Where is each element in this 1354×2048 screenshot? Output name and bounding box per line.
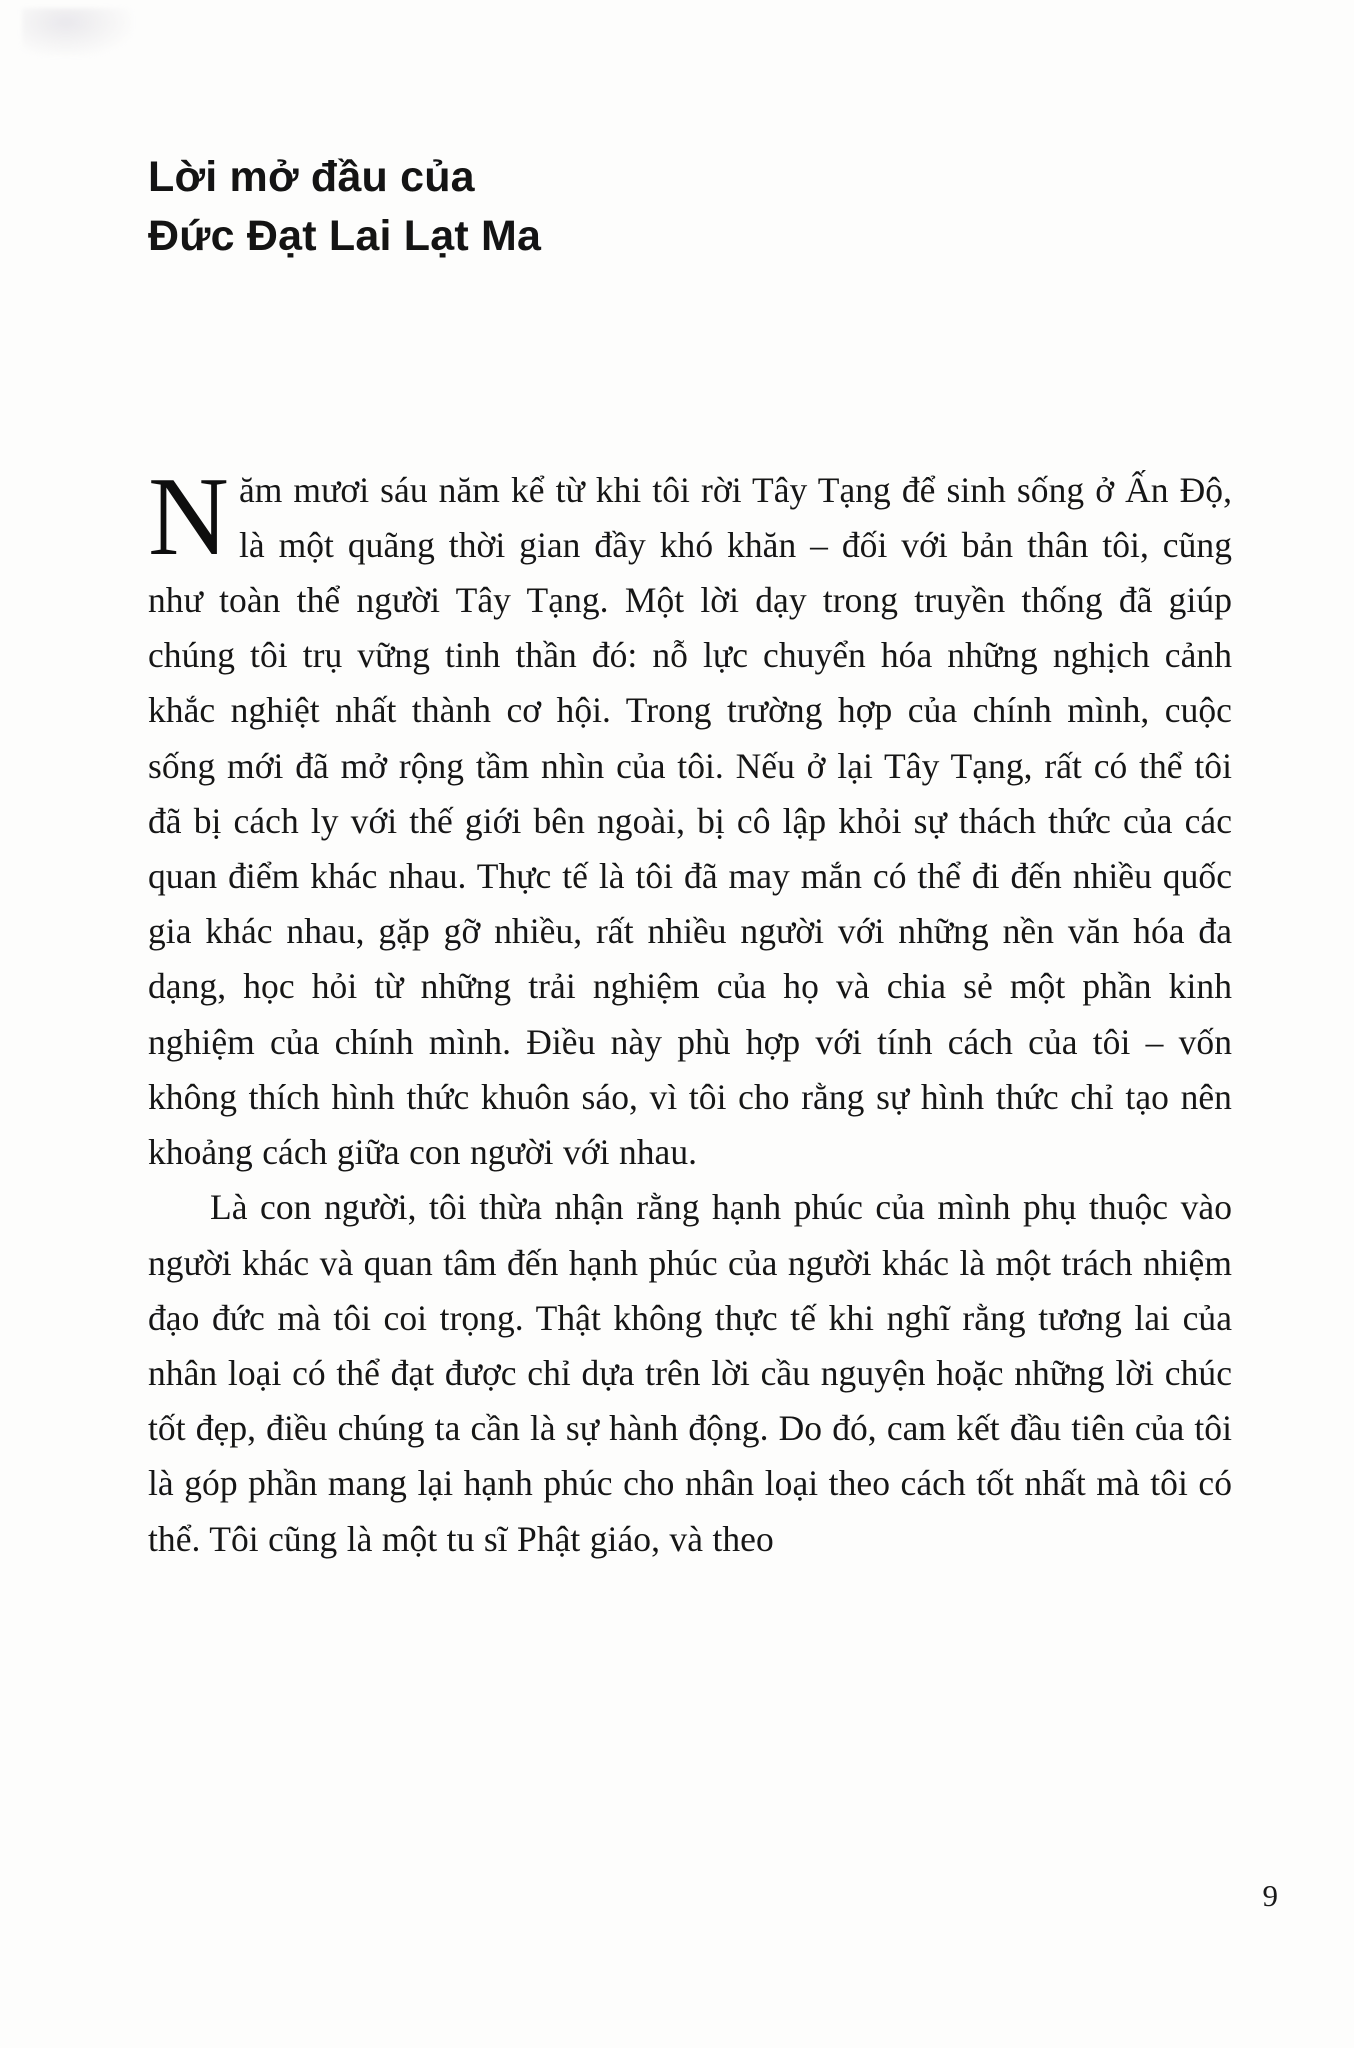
page-title — [148, 0, 1232, 267]
paragraph: Là con người, tôi thừa nhận rằng hạnh phúc của mình phụ thuộc vào người khác và quan tâm đến hạnh phúc của người khác là một trách nhiệm đạo đức mà tôi coi trọng. Thật không thực tế khi nghĩ rằng tương lai của nhân loại có thể đạt được chỉ dựa trên lời cầu nguyện hoặc những lời chúc tốt đẹp, điều chúng ta cần là sự hành động. Do đó, cam kết đầu tiên của tôi là góp phần mang lại hạnh phúc cho nhân loại theo cách tốt nhất mà tôi có thể. Tôi cũng là một tu sĩ Phật giáo, và theo — [148, 1187, 1232, 1559]
paragraph: Năm mươi sáu năm kể từ khi tôi rời Tây Tạng để sinh sống ở Ấn Độ, là một quãng thời gian đầy khó khăn – đối với bản thân tôi, cũng như toàn thể người Tây Tạng. Một lời dạy trong truyền thống đã giúp chúng tôi trụ vững tinh thần đó: nỗ lực chuyển hóa những nghịch cảnh khắc nghiệt nhất thành cơ hội. Trong trường hợp của chính mình, cuộc sống mới đã mở rộng tầm nhìn của tôi. Nếu ở lại Tây Tạng, rất có thể tôi đã bị cách ly với thế giới bên ngoài, bị cô lập khỏi sự thách thức của các quan điểm khác nhau. Thực tế là tôi đã may mắn có thể đi đến nhiều quốc gia khác nhau, gặp gỡ nhiều, rất nhiều người với những nền văn hóa đa dạng, học hỏi từ những trải nghiệm của họ và chia sẻ một phần kinh nghiệm của chính mình. Điều này phù hợp với tính cách của tôi – vốn không thích hình thức khuôn sáo, vì tôi cho rằng sự hình thức chỉ tạo nên khoảng cách giữa con người với nhau. — [148, 454, 1232, 1173]
body-text — [148, 267, 1232, 1567]
page-number: 9 — [1262, 1878, 1278, 1913]
chapter-title-line-1: Lời mở đầu của — [148, 153, 475, 201]
chapter-title-line-2: Đức Đạt Lai Lạt Ma — [148, 212, 542, 261]
page-content — [148, 0, 1232, 1567]
scan-artifact-smudge — [22, 8, 132, 56]
